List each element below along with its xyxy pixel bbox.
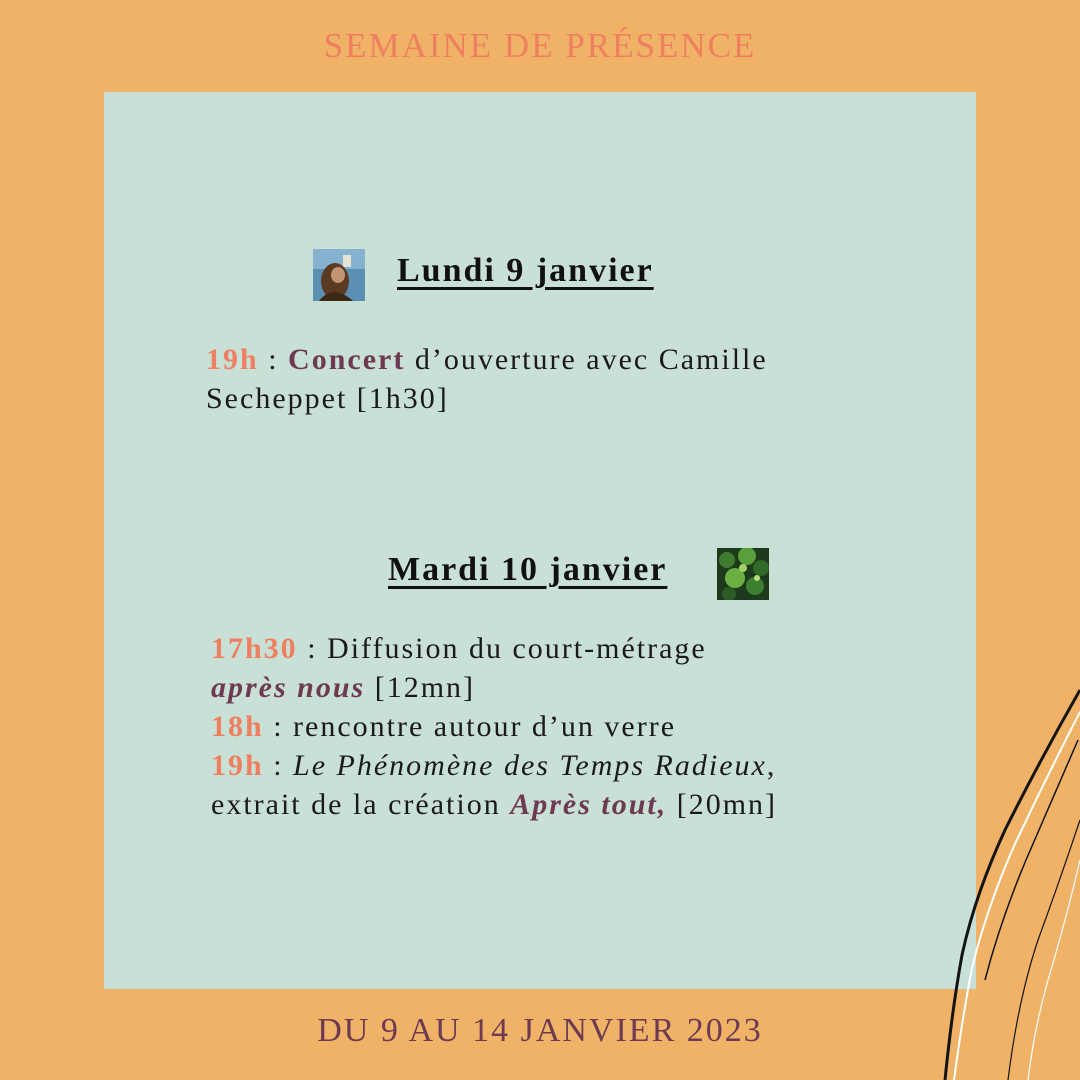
event-time: 19h — [206, 343, 259, 376]
event-sep: : — [297, 632, 328, 665]
event-title: après nous — [211, 671, 366, 704]
day-heading-tuesday: Mardi 10 janvier — [388, 551, 668, 588]
event-title: Après tout, — [510, 788, 668, 821]
event-title: Le Phénomène des Temps Radieux — [293, 749, 767, 782]
event-text: Diffusion du court-métrage — [327, 632, 707, 665]
event-time: 17h30 — [211, 632, 298, 665]
page-title: SEMAINE DE PRÉSENCE — [323, 26, 757, 65]
event-item-continued: Secheppet [1h30] — [206, 382, 449, 415]
day-heading-monday: Lundi 9 janvier — [397, 252, 654, 289]
event-text: rencontre autour d’un verre — [293, 710, 677, 743]
event-sep: : — [258, 343, 289, 376]
event-comma: , — [766, 749, 777, 782]
event-duration: [12mn] — [365, 671, 476, 704]
event-time: 19h — [211, 749, 264, 782]
event-text: extrait de la création — [211, 788, 511, 821]
event-sep: : — [263, 710, 294, 743]
event-highlight: Concert — [288, 343, 406, 376]
event-sep: : — [263, 749, 294, 782]
event-time: 18h — [211, 710, 264, 743]
date-range: DU 9 AU 14 JANVIER 2023 — [317, 1012, 763, 1049]
event-duration: [20mn] — [667, 788, 778, 821]
event-text: d’ouverture avec Camille — [405, 343, 768, 376]
